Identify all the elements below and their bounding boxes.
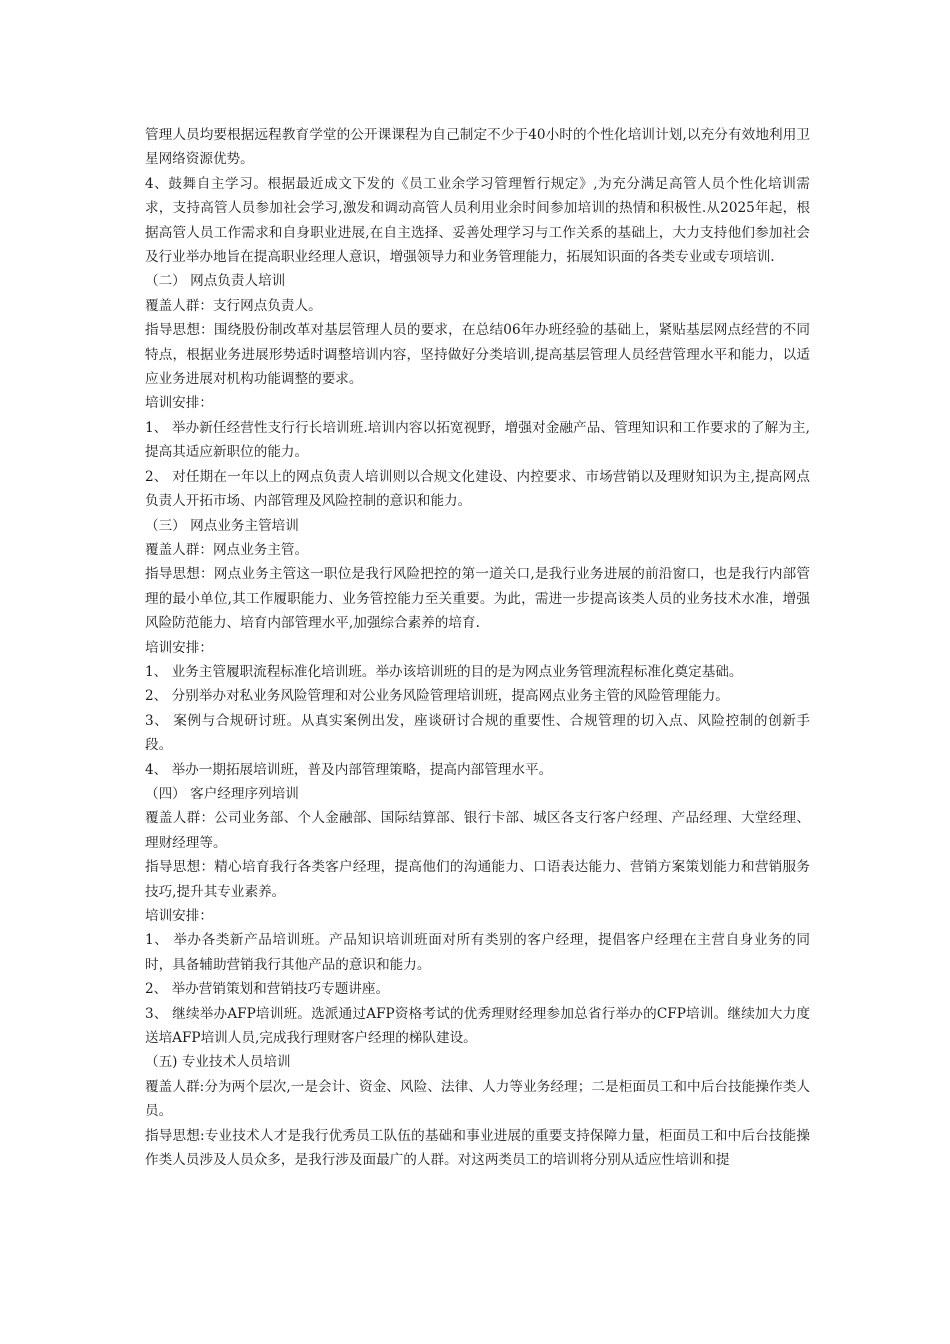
paragraph: 覆盖人群：公司业务部、个人金融部、国际结算部、银行卡部、城区各支行客户经理、产品经理、大堂经理、理财经理等。 bbox=[145, 810, 810, 851]
paragraph: 指导思想:专业技术人才是我行优秀员工队伍的基础和事业进展的重要支持保障力量，柜面员工和中后台技能操作类人员涉及人员众多，是我行涉及面最广的人群。对这两类员工的培训将分别从适应性培训和提 bbox=[145, 1127, 810, 1169]
list-item: 1、 业务主管履职流程标准化培训班。举办该培训班的目的是为网点业务管理流程标准化奠定基础。 bbox=[145, 663, 743, 680]
list-item: 2、 对任期在一年以上的网点负责人培训则以合规文化建设、内控要求、市场营销以及理财知识为主,提高网点负责人开拓市场、内部管理及风险控制的意识和能力。 bbox=[145, 468, 810, 510]
paragraph: 4、鼓舞自主学习。根据最近成文下发的《员工业余学习管理暂行规定》,为充分满足高管人员个性化培训需求，支持高管人员参加社会学习,激发和调动高管人员利用业余时间参加培训的热情和积极性.从2025年起，根据高管人员工作需求和自身职业进展,在自主选择、妥善处理学习与工作关系的基础上，大力支持他们参加社会及行业举办地旨在提高职业经理人意识，增强领导力和业务管理能力，拓展知识面的各类专业或专项培训. bbox=[145, 175, 810, 266]
section-heading: （四） 客户经理序列培训 bbox=[145, 785, 299, 802]
paragraph: 覆盖人群：支行网点负责人。 bbox=[145, 297, 322, 314]
list-item: 2、 分别举办对私业务风险管理和对公业务风险管理培训班，提高网点业务主管的风险管理能力。 bbox=[145, 688, 729, 705]
paragraph: 指导思想：精心培育我行各类客户经理，提高他们的沟通能力、口语表达能力、营销方案策划能力和营销服务技巧,提升其专业素养。 bbox=[145, 859, 810, 900]
list-item: 1、 举办新任经营性支行行长培训班.培训内容以拓宽视野，增强对金融产品、管理知识和工作要求的了解为主,提高其适应新职位的能力。 bbox=[145, 419, 810, 461]
paragraph: 管理人员均要根据远程教育学堂的公开课课程为自己制定不少于40小时的个性化培训计划,以充分有效地利用卫星网络资源优势。 bbox=[145, 127, 810, 168]
document-body bbox=[145, 123, 810, 1172]
paragraph: 培训安排： bbox=[145, 639, 213, 656]
paragraph: 覆盖人群：网点业务主管。 bbox=[145, 541, 309, 558]
paragraph: 覆盖人群:分为两个层次,一是会计、资金、风险、法律、人力等业务经理；二是柜面员工和中后台技能操作类人员。 bbox=[145, 1078, 810, 1120]
paragraph: 培训安排： bbox=[145, 908, 213, 924]
paragraph: 指导思想：围绕股份制改革对基层管理人员的要求，在总结06年办班经验的基础上，紧贴基层网点经营的不同特点，根据业务进展形势适时调整培训内容，坚持做好分类培训,提高基层管理人员经营管理水平和能力，以适应业务进展对机构功能调整的要求。 bbox=[145, 322, 810, 388]
section-heading: （二） 网点负责人培训 bbox=[145, 273, 286, 290]
paragraph: 指导思想：网点业务主管这一职位是我行风险把控的第一道关口,是我行业务进展的前沿窗口，也是我行内部管理的最小单位,其工作履职能力、业务管控能力至关重要。为此，需进一步提高该类人员的业务技术水准，增强风险防范能力、培育内部管理水平,加强综合素养的培育. bbox=[145, 566, 810, 632]
section-heading: （五) 专业技术人员培训 bbox=[145, 1054, 291, 1071]
paragraph: 培训安排： bbox=[145, 395, 213, 412]
list-item: 3、 继续举办AFP培训班。选派通过AFP资格考试的优秀理财经理参加总省行举办的CFP培训。继续加大力度送培AFP培训人员,完成我行理财客户经理的梯队建设。 bbox=[145, 1005, 810, 1047]
list-item: 2、 举办营销策划和营销技巧专题讲座。 bbox=[145, 981, 390, 998]
list-item: 4、 举办一期拓展培训班，普及内部管理策略，提高内部管理水平。 bbox=[145, 761, 553, 778]
section-heading: （三） 网点业务主管培训 bbox=[145, 517, 299, 534]
list-item: 3、 案例与合规研讨班。从真实案例出发，座谈研讨合规的重要性、合规管理的切入点、风险控制的创新手段。 bbox=[145, 712, 810, 754]
list-item: 1、 举办各类新产品培训班。产品知识培训班面对所有类别的客户经理，提倡客户经理在主营自身业务的同时，具备辅助营销我行其他产品的意识和能力。 bbox=[145, 932, 810, 973]
